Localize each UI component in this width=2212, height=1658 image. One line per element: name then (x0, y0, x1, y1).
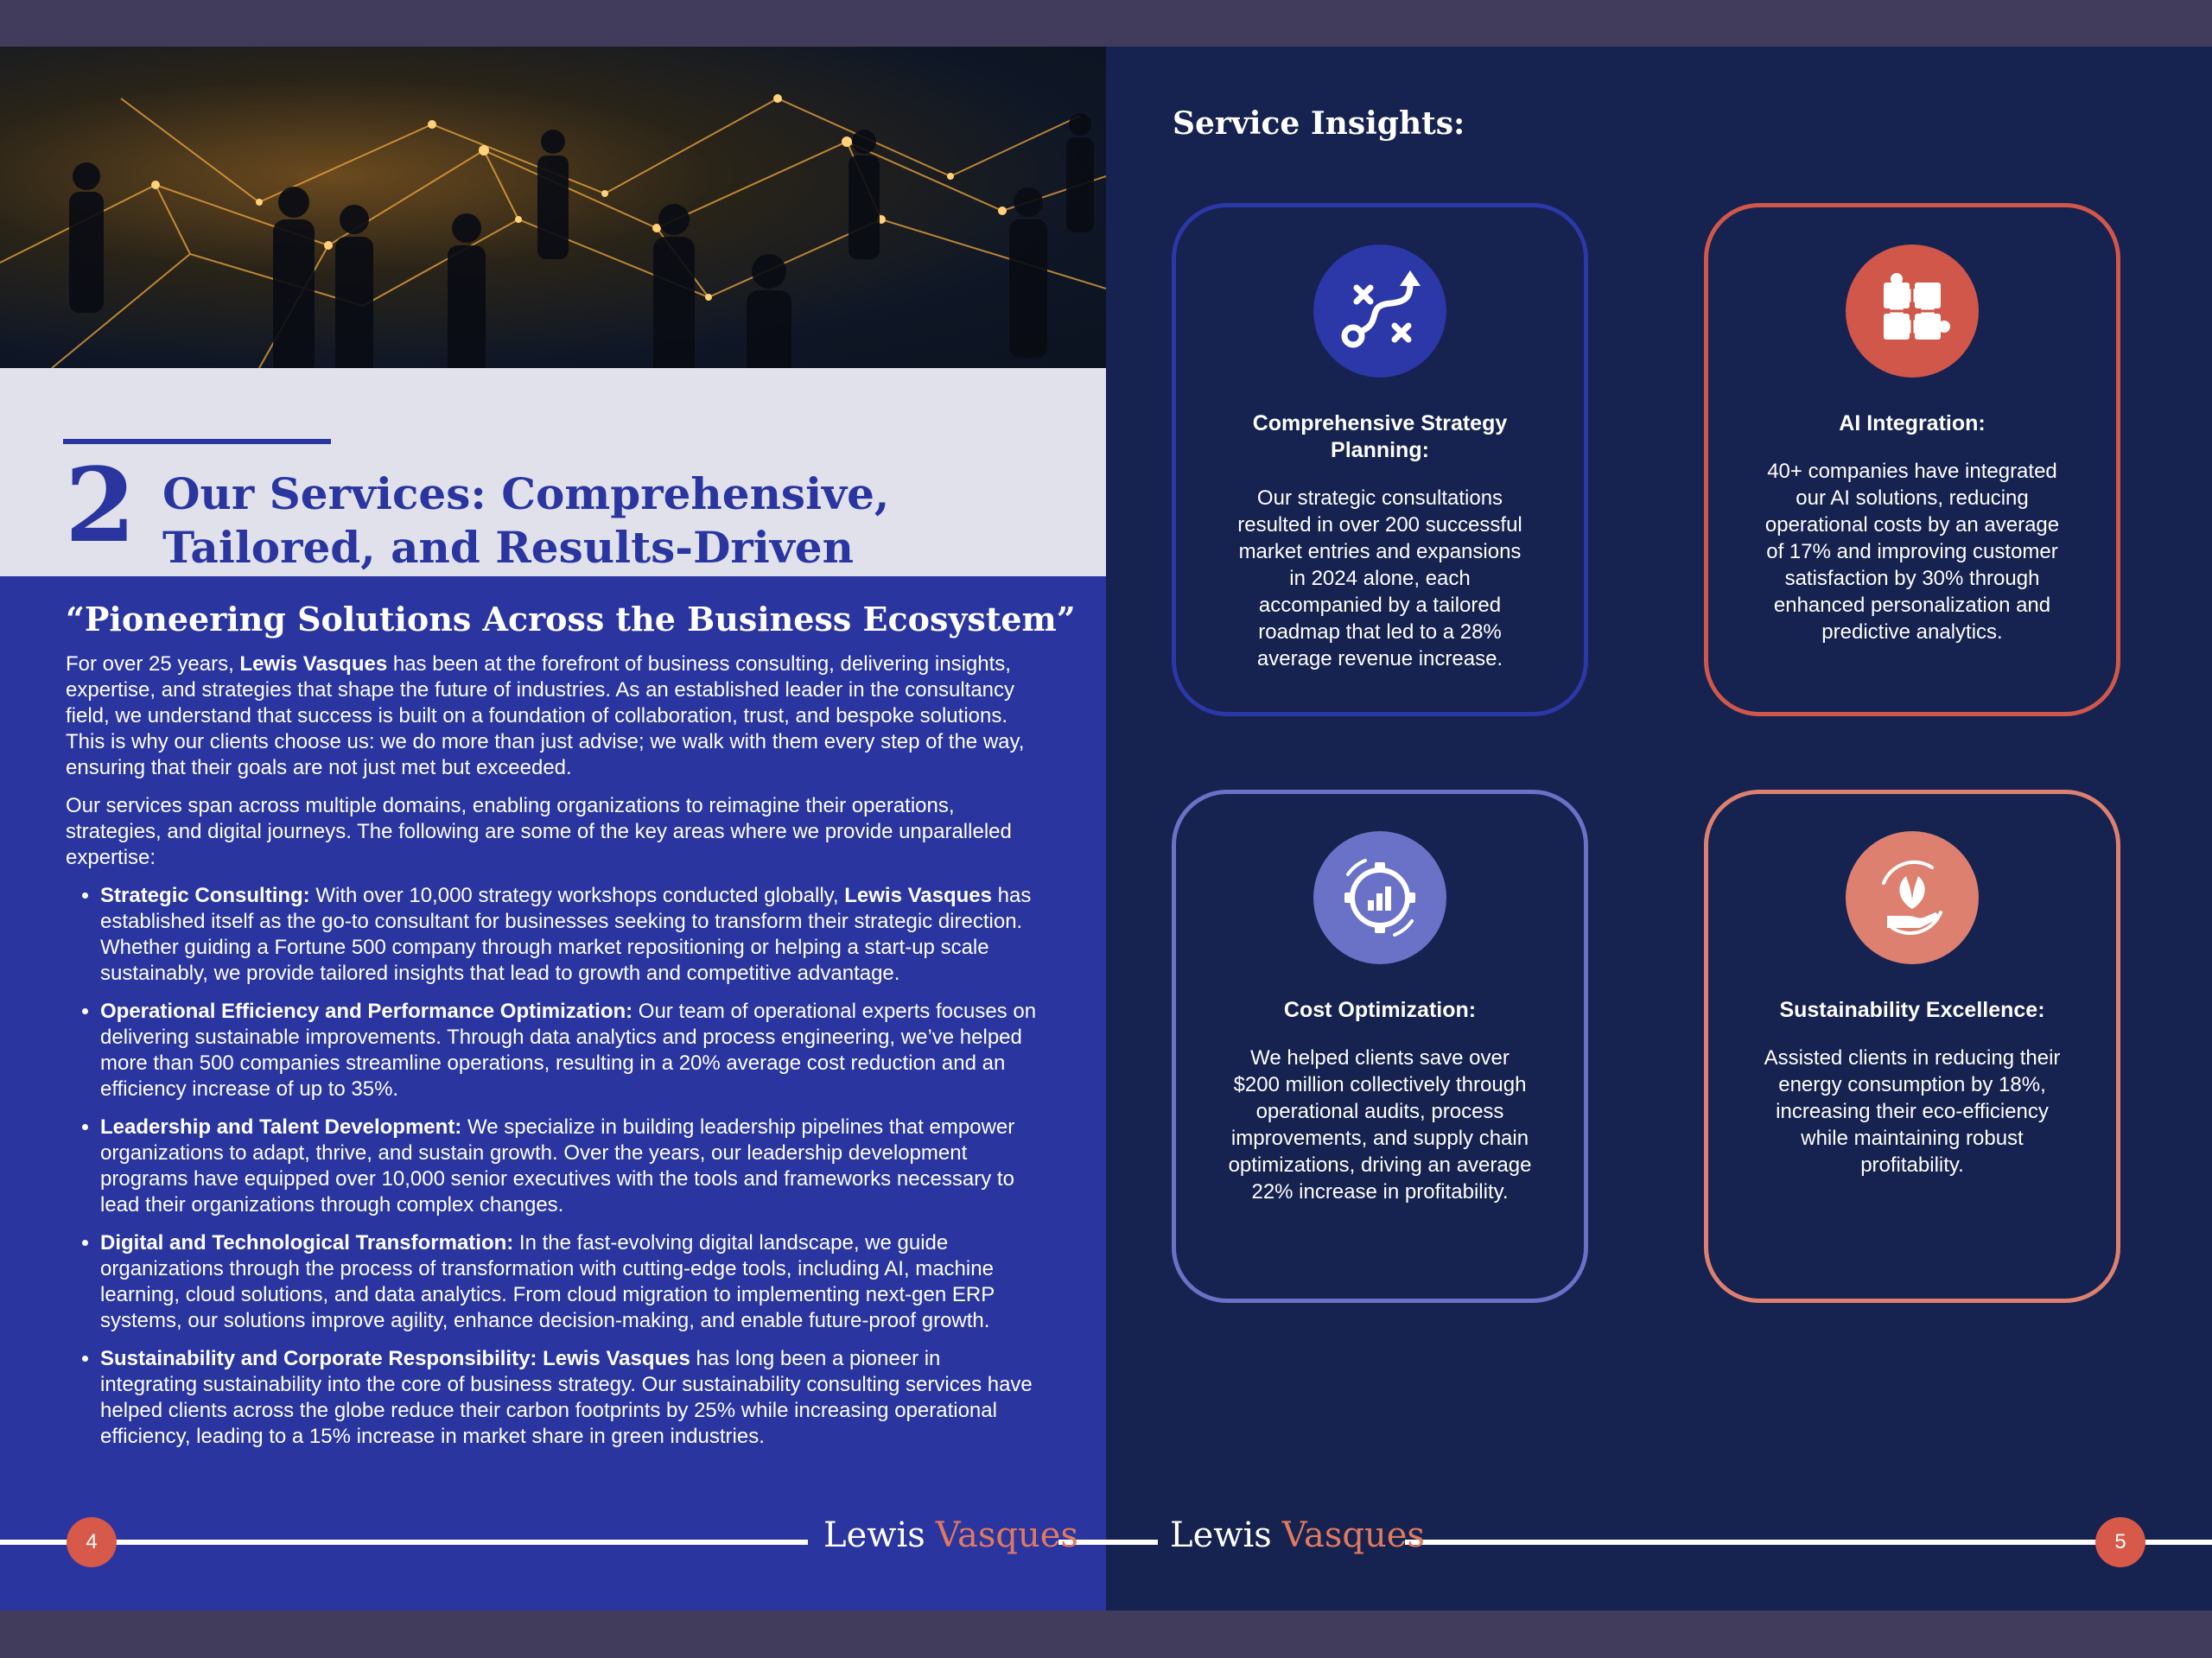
company-name: Lewis Vasques (543, 1347, 690, 1370)
title-rule-bottom (63, 590, 331, 595)
section-number: 2 (65, 445, 137, 565)
left-page (0, 47, 1106, 1610)
intro-text: For over 25 years, (66, 652, 240, 676)
insight-card-ai (1704, 203, 2120, 716)
service-item-title: Leadership and Talent Development: (100, 1115, 462, 1139)
brand-logo-left (823, 1515, 1078, 1555)
service-item (100, 1230, 1042, 1334)
service-item (100, 1346, 1042, 1450)
card-title: AI Integration: (1839, 411, 1986, 435)
footer-line-right (1405, 1540, 2212, 1545)
service-item-text: In the fast-evolving digital landscape, we guide organizations through the process of transformation with cutting-edge tools, including AI, machine learning, cloud solutions, and data analytics. From cloud migration to implementing next-gen ERP systems, our solutions improve agility, enhance decision-making, and enable future-proof growth. (100, 1231, 995, 1332)
insight-card-strategy (1172, 203, 1588, 716)
service-item-title: Sustainability and Corporate Responsibility: (100, 1347, 537, 1370)
card-title: Sustainability Excellence: (1779, 998, 2045, 1022)
section-title-line-1: Our Services: Comprehensive, (162, 468, 890, 519)
brand-first: Lewis (823, 1515, 925, 1555)
intro-text-cont: has been at the forefront of business consulting, delivering insights, expertise, and strategies that shape the future of industries. As an established leader in the consultancy field, we understand that success is built on a foundation of collaboration, trust, and bespoke solutions. This is why our clients choose us: we do more than just advise; we walk with them every step of the way, ensuring that their goals are not just met but exceeded. (66, 652, 1025, 779)
card-text: Our strategic consultations resulted in over 200 successful market entries and expansions in 2024 alone, each accompanied by a tailored roadmap that led to a 28% average revenue increase. (1237, 486, 1522, 670)
insight-card-sustainability (1704, 790, 2120, 1303)
card-title: Cost Optimization: (1283, 998, 1477, 1022)
section-title-band (0, 368, 1106, 576)
service-item-title: Digital and Technological Transformation: (100, 1231, 514, 1255)
card-text: 40+ companies have integrated our AI solutions, reducing operational costs by an average of 17% and improving customer satisfaction by 30% through enhanced personalization and predictive analytics. (1764, 460, 2060, 644)
service-item-title: Operational Efficiency and Performance Optimization: (100, 1000, 633, 1023)
strategy-icon (1313, 245, 1446, 378)
hero-image (0, 47, 1106, 368)
service-item-text: Our team of operational experts focuses on delivering sustainable improvements. Through data analytics and process engineering, we’ve helped more than 500 companies streamline operations, resulting in a 20% average cost reduction and an efficiency increase of up to 35%. (100, 1000, 1037, 1101)
services-body (66, 651, 1042, 1462)
service-item-text-cont: has long been a pioneer in integrating sustainability into the core of business strategy. Our sustainability consulting services have helped clients across the globe reduce their carbon footprints by 25% while increasing operational efficiency, leading to a 15% increase in market share in green industries. (100, 1347, 1033, 1448)
brand-last: Vasques (935, 1515, 1078, 1555)
footer-line-left (0, 1540, 808, 1545)
brand-first: Lewis (1170, 1515, 1272, 1555)
gear-chart-icon (1313, 831, 1446, 964)
pull-quote: “Pioneering Solutions Across the Business Ecosystem” (66, 600, 1076, 638)
page-number-left: 4 (67, 1517, 117, 1567)
intro-paragraph (66, 651, 1042, 781)
company-name: Lewis Vasques (844, 884, 992, 907)
service-item-text: With over 10,000 strategy workshops conducted globally, (309, 884, 845, 907)
services-list (66, 883, 1042, 1450)
service-item-text-cont: has established itself as the go-to consultant for businesses seeking to transform their strategic direction. Whether guiding a Fortune 500 company through market repositioning or helping a start-up scale sustainably, we provide tailored insights that lead to growth and competitive advantage. (100, 884, 1032, 985)
right-page (1106, 47, 2212, 1610)
service-item (100, 1115, 1042, 1218)
service-item-title: Strategic Consulting: (100, 884, 310, 907)
service-item (100, 883, 1042, 987)
service-item-text: We specialize in building leadership pipelines that empower organizations to adapt, thrive, and sustain growth. Over the years, our leadership development programs have equipped over 10,000 senior executives with the tools and frameworks necessary to lead their organizations through complex changes. (100, 1115, 1015, 1217)
card-title: Comprehensive Strategy Planning: (1252, 411, 1508, 462)
insights-title: Service Insights: (1173, 105, 1465, 142)
title-rule-top (63, 439, 331, 444)
brand-last: Vasques (1281, 1515, 1425, 1555)
section-title-line-2: Tailored, and Results-Driven (162, 522, 854, 573)
eco-hand-icon (1846, 831, 1979, 964)
section-title (162, 467, 1027, 575)
card-text: We helped clients save over $200 million collectively through operational audits, process improvements, and supply chain optimizations, driving an average 22% increase in profitability. (1228, 1046, 1532, 1204)
footer-line-right-start (1106, 1540, 1158, 1545)
card-text: Assisted clients in reducing their energy consumption by 18%, increasing their eco-efficiency while maintaining robust profitability. (1764, 1046, 2061, 1177)
brand-logo-right (1170, 1515, 1425, 1555)
puzzle-icon (1846, 245, 1979, 378)
page-number-right: 5 (2095, 1517, 2145, 1567)
service-item (100, 999, 1042, 1102)
company-name: Lewis Vasques (239, 652, 388, 676)
insight-card-cost (1172, 790, 1588, 1303)
brochure-spread (0, 47, 2212, 1610)
domains-paragraph: Our services span across multiple domains, enabling organizations to reimagine their operations, strategies, and digital journeys. The following are some of the key areas where we provide unparalleled expertise: (66, 794, 1012, 869)
